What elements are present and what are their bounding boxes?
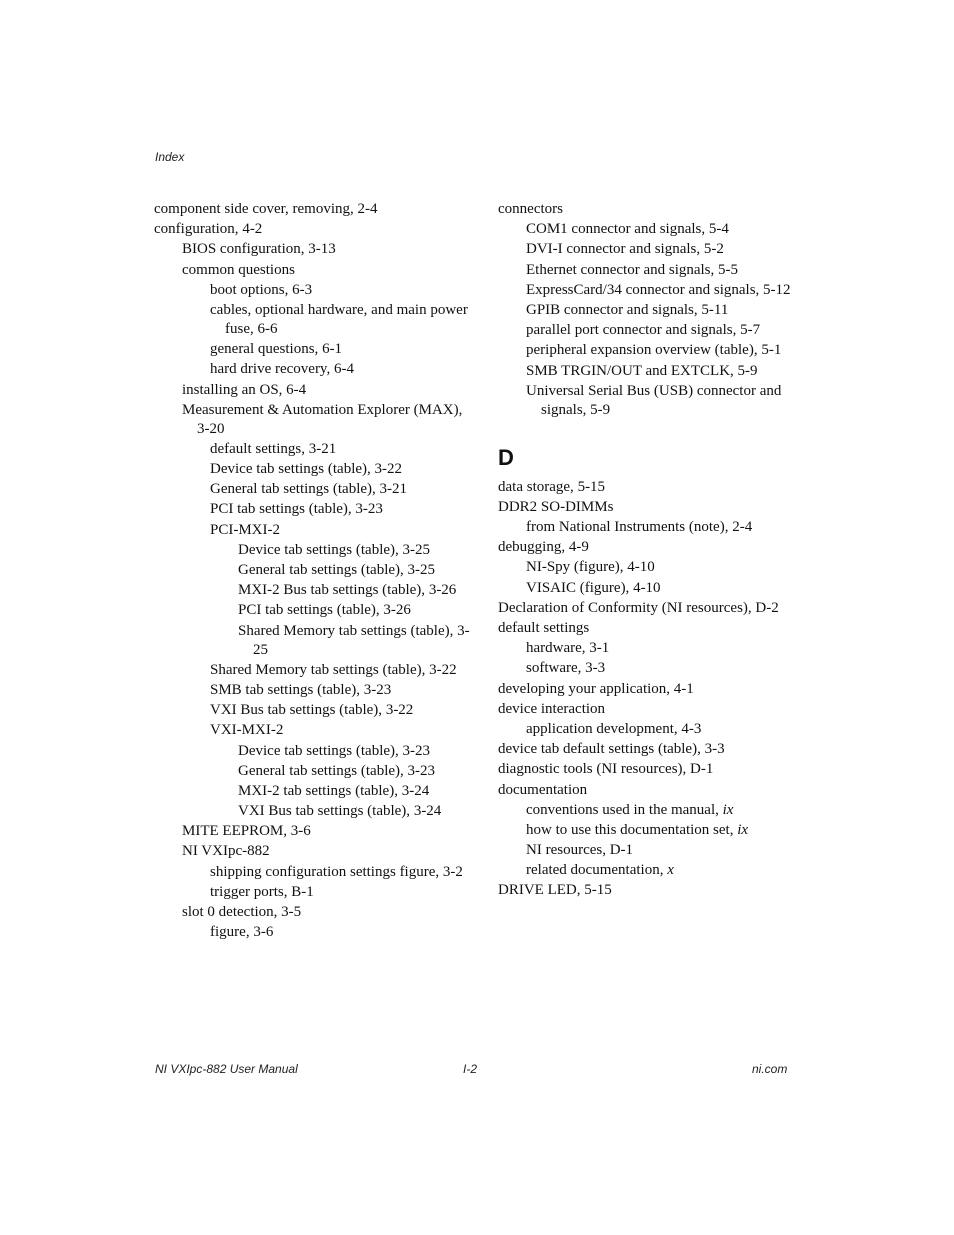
- index-column-right: [498, 200, 798, 902]
- index-entry-page[interactable]: 6-4: [333, 361, 354, 378]
- index-entry: [210, 360, 474, 379]
- index-entry-page[interactable]: 5-1: [761, 342, 782, 359]
- index-entry-term: BIOS configuration,: [182, 241, 309, 258]
- index-entry-page[interactable]: 5-5: [718, 261, 739, 278]
- index-entry-term: application development,: [526, 720, 682, 737]
- index-entry-term: NI-Spy (figure),: [526, 559, 628, 576]
- index-entry-term: MXI-2 tab settings (table),: [238, 782, 402, 799]
- index-entry-term: data storage,: [498, 478, 578, 495]
- index-entry-term: NI resources,: [526, 842, 610, 859]
- index-entry-page[interactable]: 3-25: [253, 622, 470, 658]
- index-entry: [210, 863, 474, 882]
- index-entry-page[interactable]: 3-5: [281, 904, 302, 920]
- index-entry-term: GPIB connector and signals,: [526, 301, 702, 318]
- index-entry: [526, 240, 798, 259]
- index-entry-page[interactable]: 3-23: [363, 681, 392, 698]
- index-entry-page[interactable]: 3-6: [290, 823, 311, 840]
- index-entry: [182, 842, 474, 861]
- index-entry: [182, 261, 474, 280]
- index-entry: [238, 742, 474, 761]
- index-entry-page[interactable]: B-1: [291, 883, 314, 900]
- index-entry-page[interactable]: 6-3: [292, 281, 313, 298]
- index-entry: [526, 261, 798, 280]
- index-entry-page[interactable]: 5-15: [577, 478, 606, 495]
- index-entry: [526, 362, 798, 381]
- index-group-d: [498, 478, 798, 901]
- index-entry: [238, 622, 474, 660]
- index-entry: [210, 500, 474, 519]
- index-entry-term: default settings,: [210, 440, 309, 457]
- index-column-left: [154, 200, 474, 943]
- index-entry-term: figure,: [210, 924, 254, 941]
- index-entry: [526, 801, 798, 820]
- index-entry-page[interactable]: 6-4: [286, 381, 307, 398]
- index-entry-term: connectors: [498, 201, 563, 217]
- index-entry: [210, 883, 474, 902]
- index-entry: [182, 401, 474, 439]
- index-entry-term: DRIVE LED,: [498, 882, 585, 899]
- index-entry: [526, 301, 798, 320]
- index-entry-page[interactable]: 5-2: [703, 241, 724, 258]
- index-entry-term: slot 0 detection,: [182, 904, 282, 920]
- index-entry: [182, 240, 474, 259]
- footer-page-number: I-2: [463, 1062, 478, 1076]
- index-entry: [154, 200, 474, 219]
- index-entry: [210, 661, 474, 680]
- index-entry: [498, 200, 798, 219]
- index-entry: [210, 923, 474, 942]
- running-header: Index: [155, 150, 185, 164]
- index-entry-term: MITE EEPROM,: [182, 823, 291, 840]
- index-entry-page[interactable]: 5-9: [590, 401, 611, 418]
- index-entry: [210, 460, 474, 479]
- index-entry-term: cables, optional hardware, and main power fuse,: [210, 301, 468, 337]
- index-entry-term: device interaction: [498, 700, 606, 717]
- index-entry: [526, 220, 798, 239]
- index-entry: [238, 782, 474, 801]
- index-entry: [526, 821, 798, 840]
- index-entry-page[interactable]: ix: [737, 821, 749, 838]
- index-entry-page[interactable]: 3-22: [374, 461, 403, 478]
- index-entry-term: Declaration of Conformity (NI resources),: [498, 599, 756, 616]
- index-entry: [498, 478, 798, 497]
- index-entry: [526, 639, 798, 658]
- index-entry: [498, 599, 798, 618]
- index-entry-page[interactable]: 3-6: [253, 924, 274, 941]
- index-entry-term: diagnostic tools (NI resources),: [498, 761, 691, 778]
- index-entry-term: VXI Bus tab settings (table),: [210, 702, 386, 719]
- index-entry-page[interactable]: 4-10: [633, 579, 661, 596]
- index-entry-term: VISAIC (figure),: [526, 579, 634, 596]
- index-entry-term: COM1 connector and signals,: [526, 221, 709, 238]
- index-entry-term: trigger ports,: [210, 883, 292, 900]
- index-entry: [526, 579, 798, 598]
- index-entry: [182, 903, 474, 922]
- index-entry-term: shipping configuration settings figure,: [210, 863, 443, 880]
- index-entry-page[interactable]: 6-1: [322, 341, 343, 358]
- index-entry-page[interactable]: 3-26: [383, 602, 411, 619]
- index-entry-term: PCI-MXI-2: [210, 521, 280, 538]
- index-entry-term: hard drive recovery,: [210, 361, 334, 378]
- index-entry-page[interactable]: D-1: [690, 761, 714, 778]
- index-entry: [238, 762, 474, 781]
- footer-website: ni.com: [752, 1062, 788, 1076]
- index-entry: [210, 281, 474, 300]
- index-entry: [498, 740, 798, 759]
- index-entry: [498, 781, 798, 800]
- index-entry: [210, 701, 474, 720]
- index-entry-term: device tab default settings (table),: [498, 741, 705, 758]
- index-entry: [526, 382, 798, 420]
- index-entry: [526, 841, 798, 860]
- index-entry-term: General tab settings (table),: [238, 562, 408, 578]
- index-entry: [238, 541, 474, 560]
- index-entry-term: SMB TRGIN/OUT and EXTCLK,: [526, 362, 738, 379]
- index-entry-page[interactable]: D-1: [609, 842, 634, 859]
- index-entry-page[interactable]: 4-2: [242, 221, 263, 238]
- index-entry-term: default settings: [498, 620, 590, 636]
- index-entry-page[interactable]: 3-25: [407, 562, 436, 578]
- index-entry-term: general questions,: [210, 341, 323, 358]
- index-entry: [238, 802, 474, 821]
- index-entry: [154, 220, 474, 239]
- index-entry: [210, 301, 474, 339]
- index-entry-term: how to use this documentation set,: [526, 821, 738, 838]
- index-entry-term: VXI Bus tab settings (table),: [238, 803, 414, 820]
- index-entry-page[interactable]: 4-1: [673, 680, 694, 697]
- index-entry-page[interactable]: 5-15: [584, 882, 612, 899]
- index-group-connectors: [498, 200, 798, 420]
- index-entry: [498, 680, 798, 699]
- index-entry: [526, 321, 798, 340]
- index-entry-page[interactable]: 3-23: [355, 501, 383, 518]
- index-entry-page[interactable]: 3-1: [589, 640, 610, 657]
- index-entry-term: Shared Memory tab settings (table),: [238, 622, 458, 639]
- index-entry-page[interactable]: 5-11: [701, 301, 729, 318]
- index-entry-page[interactable]: 4-10: [627, 559, 655, 576]
- index-entry: [210, 721, 474, 740]
- index-entry-term: from National Instruments (note),: [526, 519, 733, 536]
- index-entry-page[interactable]: 4-9: [568, 539, 589, 556]
- index-entry: [498, 619, 798, 638]
- index-entry-page[interactable]: 3-26: [428, 582, 457, 599]
- index-entry-term: DVI-I connector and signals,: [526, 241, 704, 258]
- index-entry-term: related documentation,: [526, 862, 668, 879]
- index-entry-term: Measurement & Automation Explorer (MAX),: [182, 401, 463, 418]
- index-entry: [182, 381, 474, 400]
- section-letter-d: D: [498, 444, 514, 470]
- index-entry: [182, 822, 474, 841]
- footer-manual-title: NI VXIpc-882 User Manual: [155, 1062, 298, 1076]
- index-entry-page[interactable]: 3-2: [442, 863, 463, 880]
- index-entry-term: conventions used in the manual,: [526, 801, 723, 818]
- index-entry-page[interactable]: 4-3: [681, 720, 702, 737]
- index-entry-term: debugging,: [498, 539, 569, 556]
- index-entry-term: SMB tab settings (table),: [210, 681, 364, 698]
- index-entry-term: boot options,: [210, 281, 293, 298]
- index-entry-term: Device tab settings (table),: [238, 541, 403, 558]
- index-entry-page[interactable]: 5-12: [763, 281, 791, 298]
- index-entry-term: General tab settings (table),: [238, 762, 408, 779]
- index-entry-term: PCI tab settings (table),: [210, 501, 356, 518]
- index-entry-term: configuration,: [154, 221, 243, 238]
- index-entry-term: software,: [526, 660, 586, 677]
- index-entry-term: MXI-2 Bus tab settings (table),: [238, 582, 429, 599]
- index-entry: [526, 659, 798, 678]
- index-entry-page[interactable]: 3-22: [429, 661, 457, 678]
- index-entry-page[interactable]: ix: [722, 801, 734, 818]
- index-entry-page[interactable]: 2-4: [357, 201, 378, 217]
- index-entry-page[interactable]: 6-6: [257, 320, 278, 337]
- index-entry: [498, 538, 798, 557]
- index-entry-page[interactable]: 5-4: [708, 221, 729, 238]
- index-entry: [498, 881, 798, 900]
- index-entry: [526, 861, 798, 880]
- index-entry: [210, 340, 474, 359]
- index-entry: [526, 720, 798, 739]
- index-entry-term: PCI tab settings (table),: [238, 602, 384, 619]
- index-entry-term: peripheral expansion overview (table),: [526, 342, 762, 359]
- index-entry-page[interactable]: 3-23: [407, 762, 436, 779]
- index-entry: [210, 480, 474, 499]
- index-entry-page[interactable]: 3-21: [379, 481, 408, 498]
- index-entry: [498, 760, 798, 779]
- index-entry-page[interactable]: 3-13: [308, 241, 336, 258]
- index-entry-page[interactable]: x: [667, 862, 674, 879]
- index-entry: [210, 440, 474, 459]
- index-entry-term: NI VXIpc-882: [182, 843, 270, 860]
- index-entry: [498, 498, 798, 517]
- index-entry-page[interactable]: 3-20: [197, 420, 225, 437]
- index-entry-term: developing your application,: [498, 680, 674, 697]
- index-entry: [526, 518, 798, 537]
- index-entry-term: Device tab settings (table),: [210, 461, 375, 478]
- index-entry-term: ExpressCard/34 connector and signals,: [526, 281, 764, 298]
- index-entry-page[interactable]: 3-25: [402, 541, 431, 558]
- index-entry: [238, 601, 474, 620]
- index-entry: [238, 581, 474, 600]
- index-entry: [238, 561, 474, 580]
- index-entry-page[interactable]: 5-9: [737, 362, 758, 379]
- index-entry: [210, 681, 474, 700]
- index-entry-page[interactable]: D-2: [755, 599, 779, 616]
- index-entry-term: Universal Serial Bus (USB) connector and signals,: [526, 382, 782, 418]
- index-entry-page[interactable]: 3-24: [401, 782, 430, 799]
- index-entry-term: Device tab settings (table),: [238, 742, 403, 759]
- index-entry-page[interactable]: 2-4: [732, 519, 753, 536]
- index-entry-term: common questions: [182, 261, 295, 278]
- index-entry-term: installing an OS,: [182, 381, 287, 398]
- index-entry: [526, 281, 798, 300]
- index-entry-term: General tab settings (table),: [210, 481, 380, 498]
- index-entry-term: documentation: [498, 781, 588, 798]
- index-entry: [526, 558, 798, 577]
- index-entry-term: Shared Memory tab settings (table),: [210, 661, 430, 678]
- index-entry-page[interactable]: 3-3: [585, 660, 606, 677]
- index-entry: [210, 521, 474, 540]
- index-entry-page[interactable]: 3-3: [704, 741, 725, 758]
- index-entry-page[interactable]: 3-23: [402, 742, 431, 759]
- index-entry: [498, 700, 798, 719]
- index-entry-term: hardware,: [526, 640, 590, 657]
- index-entry-page[interactable]: 3-24: [413, 803, 442, 820]
- index-entry-term: parallel port connector and signals,: [526, 322, 741, 339]
- index-entry-term: VXI-MXI-2: [210, 722, 284, 739]
- index-entry-page[interactable]: 5-7: [740, 322, 761, 339]
- index-entry-page[interactable]: 3-22: [385, 702, 414, 719]
- index-entry: [526, 341, 798, 360]
- index-entry-term: DDR2 SO-DIMMs: [498, 498, 614, 515]
- index-entry-term: Ethernet connector and signals,: [526, 261, 719, 278]
- index-entry-term: component side cover, removing,: [154, 201, 358, 217]
- index-entry-page[interactable]: 3-21: [308, 440, 337, 457]
